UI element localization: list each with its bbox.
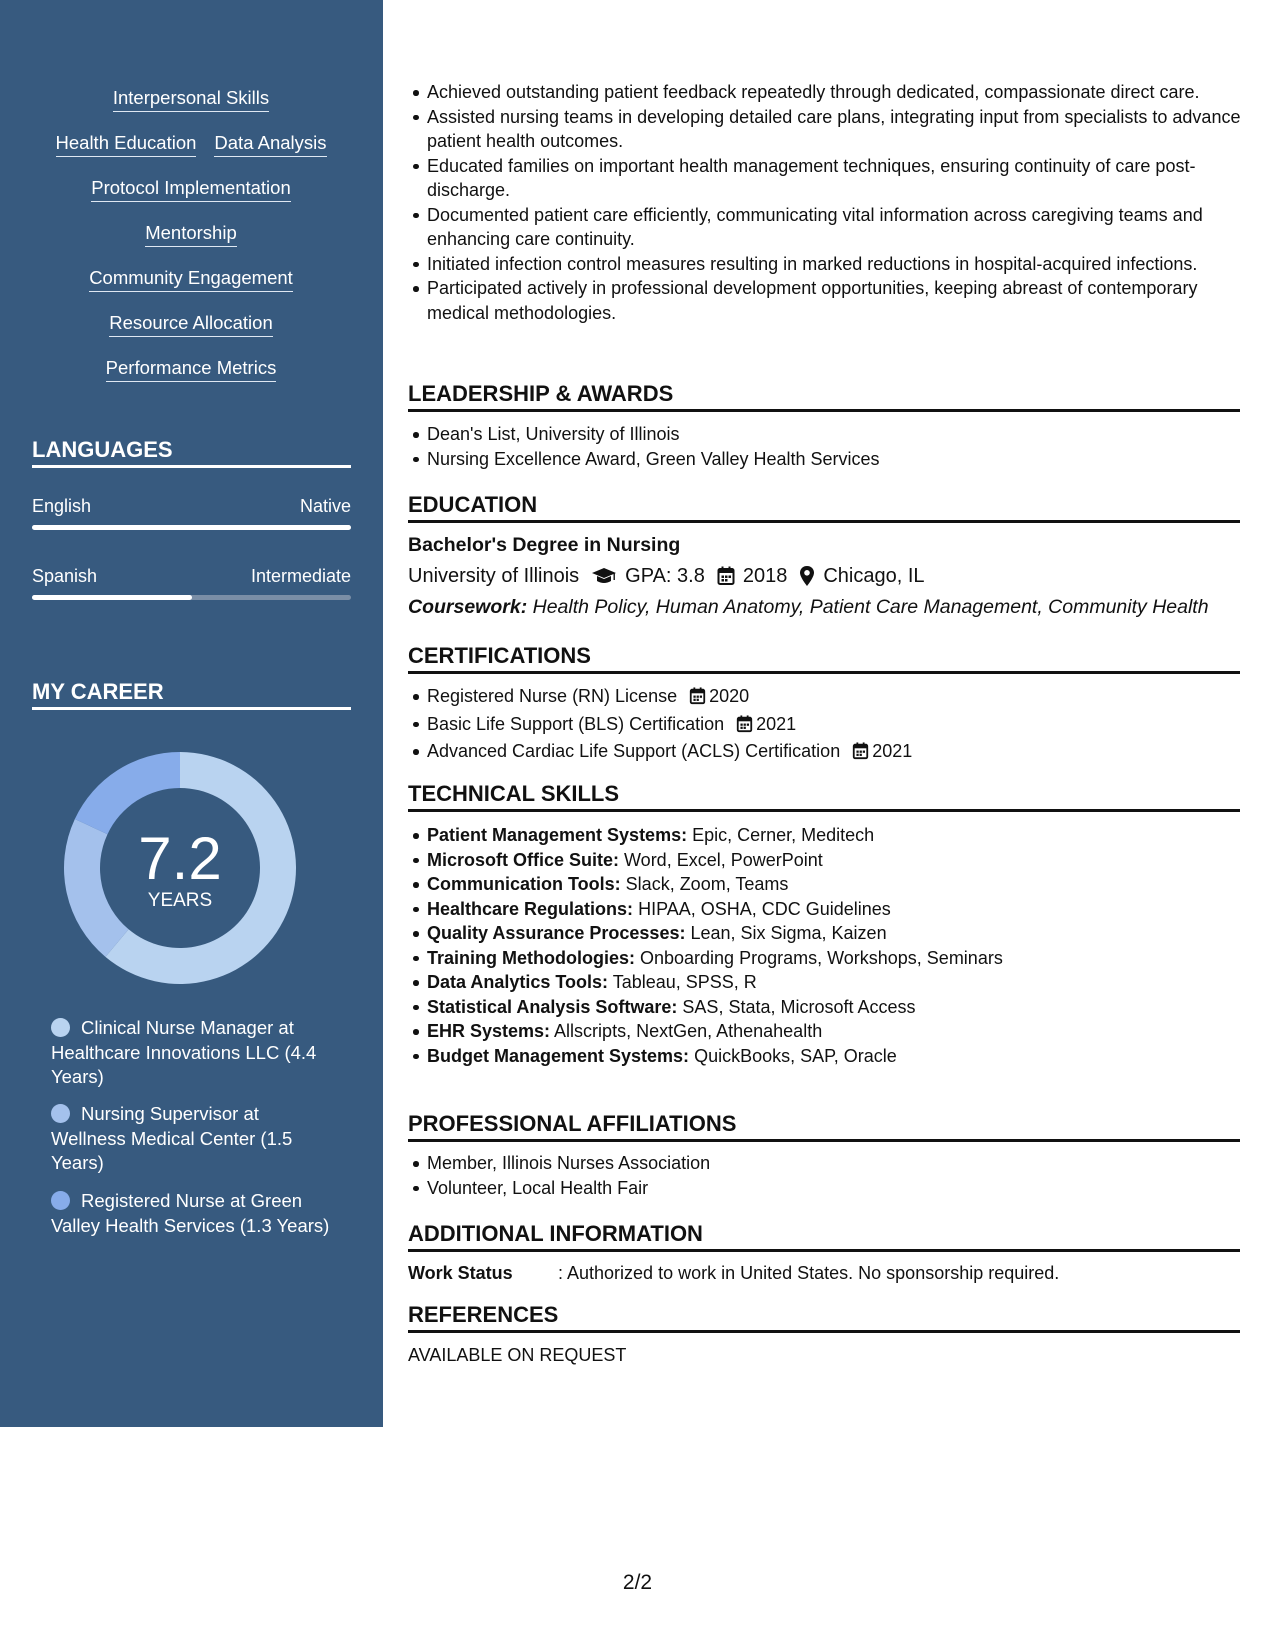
graduation-cap-icon xyxy=(591,566,617,586)
technical-skill-value: HIPAA, OSHA, CDC Guidelines xyxy=(633,898,891,919)
skill-row xyxy=(32,131,350,176)
language-level: Intermediate xyxy=(250,566,351,586)
certification-item xyxy=(427,739,1259,767)
technical-skill-item xyxy=(427,921,1259,946)
coursework-text: Health Policy, Human Anatomy, Patient Care Management, Community Health xyxy=(527,596,1209,618)
calendar-icon xyxy=(717,566,735,586)
technical-skill-item xyxy=(427,848,1259,873)
technical-skill-item xyxy=(427,946,1259,971)
career-item-text: Clinical Nurse Manager at Healthcare Innovations LLC (4.4 Years) xyxy=(51,1017,317,1087)
experience-bullets xyxy=(408,80,1259,325)
technical-skill-value: SAS, Stata, Microsoft Access xyxy=(677,996,916,1017)
technical-skill-value: Allscripts, NextGen, Athenahealth xyxy=(550,1021,823,1041)
technical-skill-item xyxy=(427,1044,1259,1069)
page-number: 2/2 xyxy=(622,1571,653,1594)
certification-item xyxy=(427,712,1259,740)
career-total-years: 7.2 xyxy=(138,825,222,892)
technical-skill-value: Word, Excel, PowerPoint xyxy=(619,849,823,870)
technical-skill-label: Healthcare Regulations: xyxy=(427,898,634,919)
affiliations-list xyxy=(408,1151,1259,1200)
technical-skill-value: Tableau, SPSS, R xyxy=(608,972,757,992)
education-year: 2018 xyxy=(742,565,788,587)
skill-row xyxy=(32,176,350,221)
career-legend-dot xyxy=(51,1191,70,1210)
education-coursework xyxy=(408,594,1209,620)
additional-info-row xyxy=(408,1261,1059,1285)
technical-skills-list xyxy=(408,823,1259,1068)
list-item: Volunteer, Local Health Fair xyxy=(427,1176,1259,1201)
language-name: English xyxy=(32,496,92,516)
language-bar-spanish xyxy=(32,595,351,600)
experience-bullet: Participated actively in professional development opportunities, keeping abreast of contemporary medical methodologies. xyxy=(427,276,1259,325)
certification-item xyxy=(427,684,1259,712)
technical-skill-label: Communication Tools: xyxy=(427,874,621,894)
technical-skill-item xyxy=(427,1019,1259,1044)
career-legend-dot xyxy=(51,1018,70,1037)
experience-bullet: Assisted nursing teams in developing detailed care plans, integrating input from specialists to advance patient health outcomes. xyxy=(427,105,1259,154)
career-item-text: Registered Nurse at Green Valley Health Services (1.3 Years) xyxy=(51,1190,330,1236)
section-heading-additional: ADDITIONAL INFORMATION xyxy=(408,1219,1240,1252)
certification-name: Registered Nurse (RN) License xyxy=(427,686,678,706)
list-item: Dean's List, University of Illinois xyxy=(427,422,1259,447)
section-heading-certifications: CERTIFICATIONS xyxy=(408,641,1240,674)
additional-info-value: : Authorized to work in United States. No sponsorship required. xyxy=(558,1263,1060,1283)
career-item xyxy=(51,1102,331,1176)
section-heading-affiliations: PROFESSIONAL AFFILIATIONS xyxy=(408,1109,1240,1142)
references-text: AVAILABLE ON REQUEST xyxy=(408,1345,627,1365)
additional-info-label: Work Status xyxy=(408,1263,513,1283)
language-level: Native xyxy=(299,496,351,516)
certification-name: Basic Life Support (BLS) Certification xyxy=(427,713,725,734)
career-item-text: Nursing Supervisor at Wellness Medical Center (1.5 Years) xyxy=(51,1103,293,1173)
career-item xyxy=(51,1189,331,1238)
technical-skill-label: EHR Systems: xyxy=(427,1021,551,1041)
language-row-spanish xyxy=(32,564,351,588)
career-legend-dot xyxy=(51,1104,70,1123)
sidebar xyxy=(0,0,383,1427)
education-location: Chicago, IL xyxy=(823,565,925,587)
career-item xyxy=(51,1016,331,1090)
technical-skill-value: Onboarding Programs, Workshops, Seminars xyxy=(635,947,1003,968)
coursework-label: Coursework: xyxy=(408,596,528,618)
technical-skill-label: Budget Management Systems: xyxy=(427,1045,690,1066)
education-degree: Bachelor's Degree in Nursing xyxy=(408,534,681,556)
skill-tag: Interpersonal Skills xyxy=(113,86,269,112)
skill-row xyxy=(32,266,350,311)
skill-row xyxy=(32,86,350,131)
calendar-icon xyxy=(736,715,753,740)
education-gpa: GPA: 3.8 xyxy=(625,565,705,587)
language-bar-english xyxy=(32,525,351,530)
skill-tag: Data Analysis xyxy=(214,131,326,157)
technical-skill-value: QuickBooks, SAP, Oracle xyxy=(689,1045,897,1066)
technical-skill-label: Training Methodologies: xyxy=(427,947,635,968)
certification-name: Advanced Cardiac Life Support (ACLS) Certification xyxy=(427,741,841,761)
calendar-icon xyxy=(852,742,869,767)
skill-row xyxy=(32,221,350,266)
donut-slice xyxy=(75,752,180,834)
technical-skill-value: Epic, Cerner, Meditech xyxy=(687,825,875,845)
technical-skill-value: Slack, Zoom, Teams xyxy=(620,874,789,894)
section-heading-education: EDUCATION xyxy=(408,490,1240,523)
education-school: University of Illinois xyxy=(408,565,580,587)
list-item: Member, Illinois Nurses Association xyxy=(427,1151,1259,1176)
technical-skill-item xyxy=(427,823,1259,848)
education-meta xyxy=(408,563,925,589)
skill-row xyxy=(32,356,350,401)
language-bar-fill xyxy=(32,525,351,530)
experience-bullet: Educated families on important health management techniques, ensuring continuity of care post-discharge. xyxy=(427,154,1259,203)
technical-skill-label: Data Analytics Tools: xyxy=(427,972,609,992)
language-bar-fill xyxy=(32,595,192,600)
section-heading-leadership: LEADERSHIP & AWARDS xyxy=(408,379,1240,412)
technical-skill-value: Lean, Six Sigma, Kaizen xyxy=(685,923,887,943)
skill-tag: Protocol Implementation xyxy=(91,176,291,202)
technical-skill-label: Microsoft Office Suite: xyxy=(427,849,620,870)
experience-bullet: Documented patient care efficiently, communicating vital information across caregiving teams and enhancing care continuity. xyxy=(427,203,1259,252)
location-pin-icon xyxy=(799,565,815,587)
list-item: Nursing Excellence Award, Green Valley Health Services xyxy=(427,447,1259,472)
section-heading-technical-skills: TECHNICAL SKILLS xyxy=(408,779,1240,812)
skill-tag: Mentorship xyxy=(145,221,237,247)
languages-heading: LANGUAGES xyxy=(32,435,351,468)
skill-tag: Community Engagement xyxy=(89,266,293,292)
skill-row xyxy=(32,311,350,356)
technical-skill-label: Quality Assurance Processes: xyxy=(427,923,686,943)
career-years-unit: YEARS xyxy=(147,890,213,911)
career-heading: MY CAREER xyxy=(32,677,351,710)
experience-bullet: Initiated infection control measures resulting in marked reductions in hospital-acquired infections. xyxy=(427,252,1259,277)
technical-skill-item xyxy=(427,897,1259,922)
technical-skill-label: Statistical Analysis Software: xyxy=(427,996,678,1017)
skill-tag: Resource Allocation xyxy=(109,311,273,337)
experience-bullet: Achieved outstanding patient feedback repeatedly through dedicated, compassionate direct care. xyxy=(427,80,1259,105)
section-heading-references: REFERENCES xyxy=(408,1300,1240,1333)
language-row-english xyxy=(32,494,351,518)
language-name: Spanish xyxy=(32,566,98,586)
certification-year: 2021 xyxy=(872,741,913,761)
certification-year: 2021 xyxy=(756,713,797,734)
skills-cloud xyxy=(32,86,350,401)
leadership-list xyxy=(408,422,1259,471)
technical-skill-item xyxy=(427,872,1259,897)
certification-year: 2020 xyxy=(709,686,750,706)
technical-skill-label: Patient Management Systems: xyxy=(427,825,688,845)
technical-skill-item xyxy=(427,995,1259,1020)
technical-skill-item xyxy=(427,970,1259,995)
skill-tag: Health Education xyxy=(56,131,197,157)
certifications-list xyxy=(408,684,1259,767)
skill-tag: Performance Metrics xyxy=(106,356,277,382)
calendar-icon xyxy=(689,687,706,712)
